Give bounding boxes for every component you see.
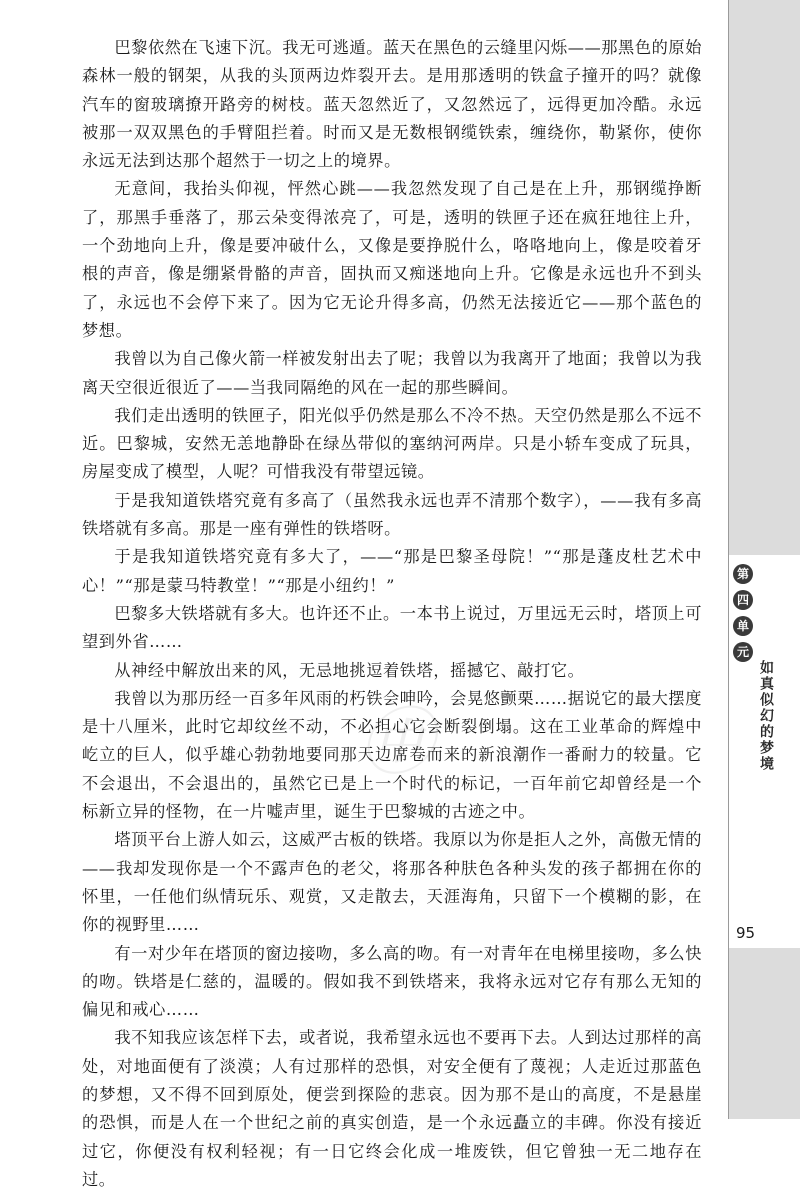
unit-badge [733, 564, 755, 668]
sidebar-divider [728, 555, 729, 948]
unit-badge-char: 元 [733, 642, 753, 662]
sidebar-bottom-band [728, 948, 800, 1119]
unit-badge-char: 单 [733, 616, 753, 636]
paragraph-12: 我不知我应该怎样下去，或者说，我希望永远也不要再下去。人到达过那样的高处，对地面便有了淡漠；人有过那样的恐惧，对安全便有了蔑视；人走近过那蓝色的梦想，又不得不回到原处，便尝到探险的悲哀。因为那不是山的高度，不是悬崖的恐惧，而是人在一个世纪之前的真实创造，是一个永远矗立的丰碑。你没有接近过它，你便没有权利轻视；有一日它终会化成一堆废铁，但它曾独一无二地存在过。 [82, 1028, 702, 1189]
paragraph-11: 有一对少年在塔顶的窗边接吻，多么高的吻。有一对青年在电梯里接吻，多么快的吻。铁塔是仁慈的，温暖的。假如我不到铁塔来，我将永远对它存有那么无知的偏见和戒心…… [82, 943, 702, 1020]
sidebar [728, 0, 800, 1119]
paragraph-8: 从神经中解放出来的风，无忌地挑逗着铁塔，摇撼它、敲打它。 [114, 660, 585, 680]
paragraph-9: 我曾以为那历经一百多年风雨的朽铁会呻吟，会晃悠颤栗……据说它的最大摆度是十八厘米，此时它却纹丝不动，不必担心它会断裂倒塌。这在工业革命的辉煌中屹立的巨人，似乎雄心勃勃地要同那天边席卷而来的新浪潮作一番耐力的较量。它不会退出，不会退出的，虽然它已是上一个时代的标记，一百年前它却曾经是一个标新立异的怪物，在一片嘘声里，诞生于巴黎城的古迹之中。 [82, 688, 702, 822]
paragraph-2: 无意间，我抬头仰视，怦然心跳——我忽然发现了自己是在上升，那钢缆挣断了，那黑手垂落了，那云朵变得浓亮了，可是，透明的铁匣子还在疯狂地往上升，一个劲地向上升，像是要冲破什么，又像是要挣脱什么，咯咯地向上，像是咬着牙根的声音，像是绷紧骨骼的声音，固执而又痴迷地向上升。它像是永远也升不到头了，永远也不会停下来了。因为它无论升得多高，仍然无法接近它——那个蓝色的梦想。 [82, 179, 702, 340]
unit-badge-char: 第 [733, 564, 753, 584]
sidebar-top-band [728, 0, 800, 555]
page-number: 95 [736, 924, 756, 942]
paragraph-3: 我曾以为自己像火箭一样被发射出去了呢；我曾以为我离开了地面；我曾以为我离天空很近很近了——当我同隔绝的风在一起的那些瞬间。 [82, 349, 702, 397]
paragraph-6: 于是我知道铁塔究竟有多大了，——“那是巴黎圣母院！”“那是蓬皮杜艺术中心！”“那是蒙马特教堂！”“那是小纽约！” [82, 547, 702, 595]
paragraph-10: 塔顶平台上游人如云，这威严古板的铁塔。我原以为你是拒人之外，高傲无情的——我却发现你是一个不露声色的老父，将那各种肤色各种头发的孩子都拥在你的怀里，一任他们纵情玩乐、观赏，又走散去，天涯海角，只留下一个模糊的影，在你的视野里…… [82, 830, 702, 935]
unit-title: 如真似幻的梦境 [758, 660, 774, 772]
paragraph-1: 巴黎依然在飞速下沉。我无可逃遁。蓝天在黑色的云缝里闪烁——那黑色的原始森林一般的钢架，从我的头顶两边炸裂开去。是用那透明的铁盒子撞开的吗？就像汽车的窗玻璃撩开路旁的树枝。蓝天忽然近了，又忽然远了，远得更加冷酷。永远被那一双双黑色的手臂阻拦着。时而又是无数根钢缆铁索，缠绕你，勒紧你，使你永远无法到达那个超然于一切之上的境界。 [82, 38, 702, 171]
body-text [82, 34, 702, 1194]
paragraph-5: 于是我知道铁塔究竟有多高了（虽然我永远也弄不清那个数字），——我有多高铁塔就有多高。那是一座有弹性的铁塔呀。 [82, 490, 702, 539]
paragraph-4: 我们走出透明的铁匣子，阳光似乎仍然是那么不冷不热。天空仍然是那么不远不近。巴黎城，安然无恙地静卧在绿丛带似的塞纳河两岸。只是小轿车变成了玩具，房屋变成了模型，人呢？可惜我没有带望远镜。 [82, 405, 702, 482]
paragraph-7: 巴黎多大铁塔就有多大。也许还不止。一本书上说过，万里远无云时，塔顶上可望到外省…… [82, 603, 702, 652]
watermark-icon: ㊥ [360, 700, 443, 784]
unit-badge-char: 四 [733, 590, 753, 610]
